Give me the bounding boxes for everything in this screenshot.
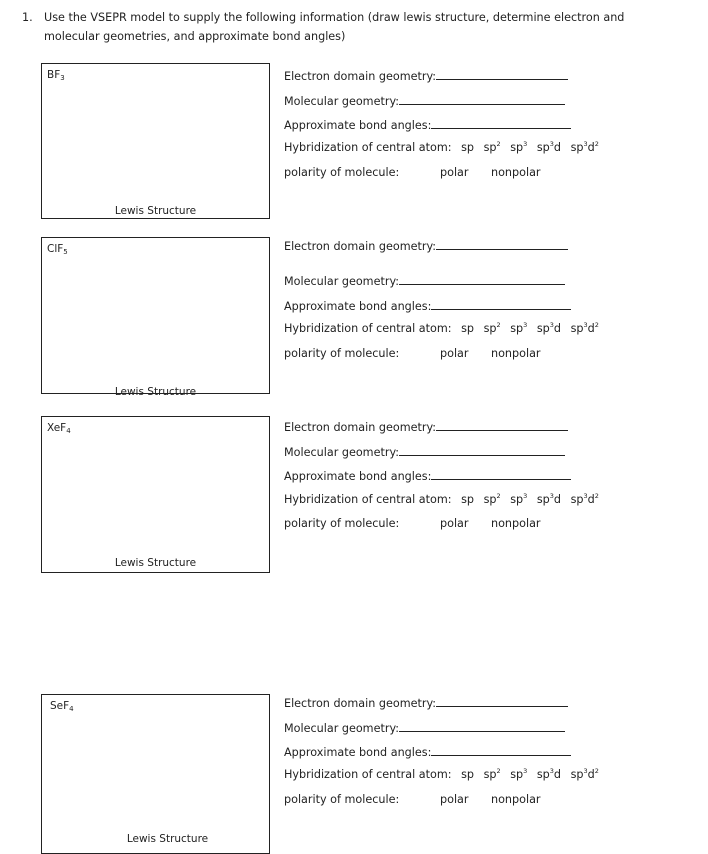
electron-domain-geometry-row: Electron domain geometry: [284, 68, 568, 84]
lewis-structure-box[interactable] [41, 63, 270, 219]
answer-blank[interactable] [399, 93, 565, 105]
bond-angles-row: Approximate bond angles: [284, 744, 571, 760]
answer-blank[interactable] [431, 468, 571, 480]
nonpolar-option[interactable]: nonpolar [491, 347, 541, 360]
polar-option[interactable]: polar [440, 166, 469, 179]
lewis-structure-label: Lewis Structure [126, 833, 209, 845]
bond-angles-row: Approximate bond angles: [284, 298, 571, 314]
molecular-geometry-row: Molecular geometry: [284, 444, 565, 460]
lewis-structure-box[interactable] [41, 416, 270, 573]
answer-blank[interactable] [399, 444, 565, 456]
hybridization-option-sp[interactable]: sp [461, 322, 474, 335]
question-line-2: molecular geometries, and approximate bond angles) [44, 30, 346, 43]
answer-blank[interactable] [436, 238, 568, 250]
hybridization-row: Hybridization of central atom: sp $sp^2$ $sp^3$ $sp^3d$ $sp^3d^2$ [284, 140, 599, 154]
hybridization-option-sp3d[interactable]: $sp^3d$ [536, 140, 562, 154]
hybridization-option-sp3d2[interactable]: $sp^3d^2$ [570, 140, 599, 154]
lewis-structure-label: Lewis Structure [114, 557, 197, 569]
polar-option[interactable]: polar [440, 793, 469, 806]
hybridization-option-sp[interactable]: sp [461, 493, 474, 506]
question-text [44, 8, 644, 46]
answer-blank[interactable] [431, 744, 571, 756]
hybridization-option-sp2[interactable]: $sp^2$ [483, 140, 501, 154]
hybridization-option-sp3d[interactable]: $sp^3d$ [536, 321, 562, 335]
bond-angles-row: Approximate bond angles: [284, 117, 571, 133]
hybridization-option-sp3d2[interactable]: $sp^3d^2$ [570, 492, 599, 506]
electron-domain-geometry-row: Electron domain geometry: [284, 238, 568, 254]
answer-blank[interactable] [431, 298, 571, 310]
polarity-row: polarity of molecule: polar nonpolar [284, 517, 541, 530]
polarity-row: polarity of molecule: polar nonpolar [284, 793, 541, 806]
answer-blank[interactable] [436, 68, 568, 80]
hybridization-option-sp3d2[interactable]: $sp^3d^2$ [570, 321, 599, 335]
hybridization-option-sp[interactable]: sp [461, 768, 474, 781]
lewis-structure-box[interactable] [41, 237, 270, 398]
polarity-row: polarity of molecule: polar nonpolar [284, 166, 541, 179]
hybridization-option-sp2[interactable]: $sp^2$ [483, 321, 501, 335]
hybridization-option-sp2[interactable]: $sp^2$ [483, 492, 501, 506]
lewis-structure-label: Lewis Structure [114, 386, 197, 398]
hybridization-option-sp3[interactable]: $sp^3$ [510, 767, 528, 781]
electron-domain-geometry-row: Electron domain geometry: [284, 419, 568, 435]
answer-blank[interactable] [431, 117, 571, 129]
bond-angles-row: Approximate bond angles: [284, 468, 571, 484]
polar-option[interactable]: polar [440, 517, 469, 530]
answer-blank[interactable] [399, 720, 565, 732]
hybridization-option-sp3d[interactable]: $sp^3d$ [536, 767, 562, 781]
answer-blank[interactable] [436, 419, 568, 431]
molecule-formula: XeF$_4$ [47, 422, 71, 435]
nonpolar-option[interactable]: nonpolar [491, 166, 541, 179]
hybridization-option-sp3[interactable]: $sp^3$ [510, 140, 528, 154]
molecular-geometry-row: Molecular geometry: [284, 720, 565, 736]
nonpolar-option[interactable]: nonpolar [491, 793, 541, 806]
molecule-formula: $BF_3$ [47, 69, 65, 82]
hybridization-option-sp3[interactable]: $sp^3$ [510, 321, 528, 335]
hybridization-option-sp3d[interactable]: $sp^3d$ [536, 492, 562, 506]
answer-blank[interactable] [399, 273, 565, 285]
hybridization-row: Hybridization of central atom: sp $sp^2$ $sp^3$ $sp^3d$ $sp^3d^2$ [284, 492, 599, 506]
hybridization-row: Hybridization of central atom: sp $sp^2$ $sp^3$ $sp^3d$ $sp^3d^2$ [284, 767, 599, 781]
molecule-formula: ClF$_5$ [47, 243, 68, 256]
hybridization-option-sp[interactable]: sp [461, 141, 474, 154]
molecular-geometry-row: Molecular geometry: [284, 273, 565, 289]
polarity-row: polarity of molecule: polar nonpolar [284, 347, 541, 360]
hybridization-row: Hybridization of central atom: sp $sp^2$ $sp^3$ $sp^3d$ $sp^3d^2$ [284, 321, 599, 335]
nonpolar-option[interactable]: nonpolar [491, 517, 541, 530]
hybridization-option-sp2[interactable]: $sp^2$ [483, 767, 501, 781]
molecular-geometry-row: Molecular geometry: [284, 93, 565, 109]
molecule-formula: SeF$_4$ [50, 700, 74, 713]
question-number: 1. [22, 11, 33, 24]
lewis-structure-box[interactable] [41, 694, 270, 854]
lewis-structure-label: Lewis Structure [114, 205, 197, 217]
electron-domain-geometry-row: Electron domain geometry: [284, 695, 568, 711]
hybridization-option-sp3[interactable]: $sp^3$ [510, 492, 528, 506]
answer-blank[interactable] [436, 695, 568, 707]
question-line-1: Use the VSEPR model to supply the following information (draw lewis structure, determine electron and [44, 11, 625, 24]
hybridization-option-sp3d2[interactable]: $sp^3d^2$ [570, 767, 599, 781]
polar-option[interactable]: polar [440, 347, 469, 360]
